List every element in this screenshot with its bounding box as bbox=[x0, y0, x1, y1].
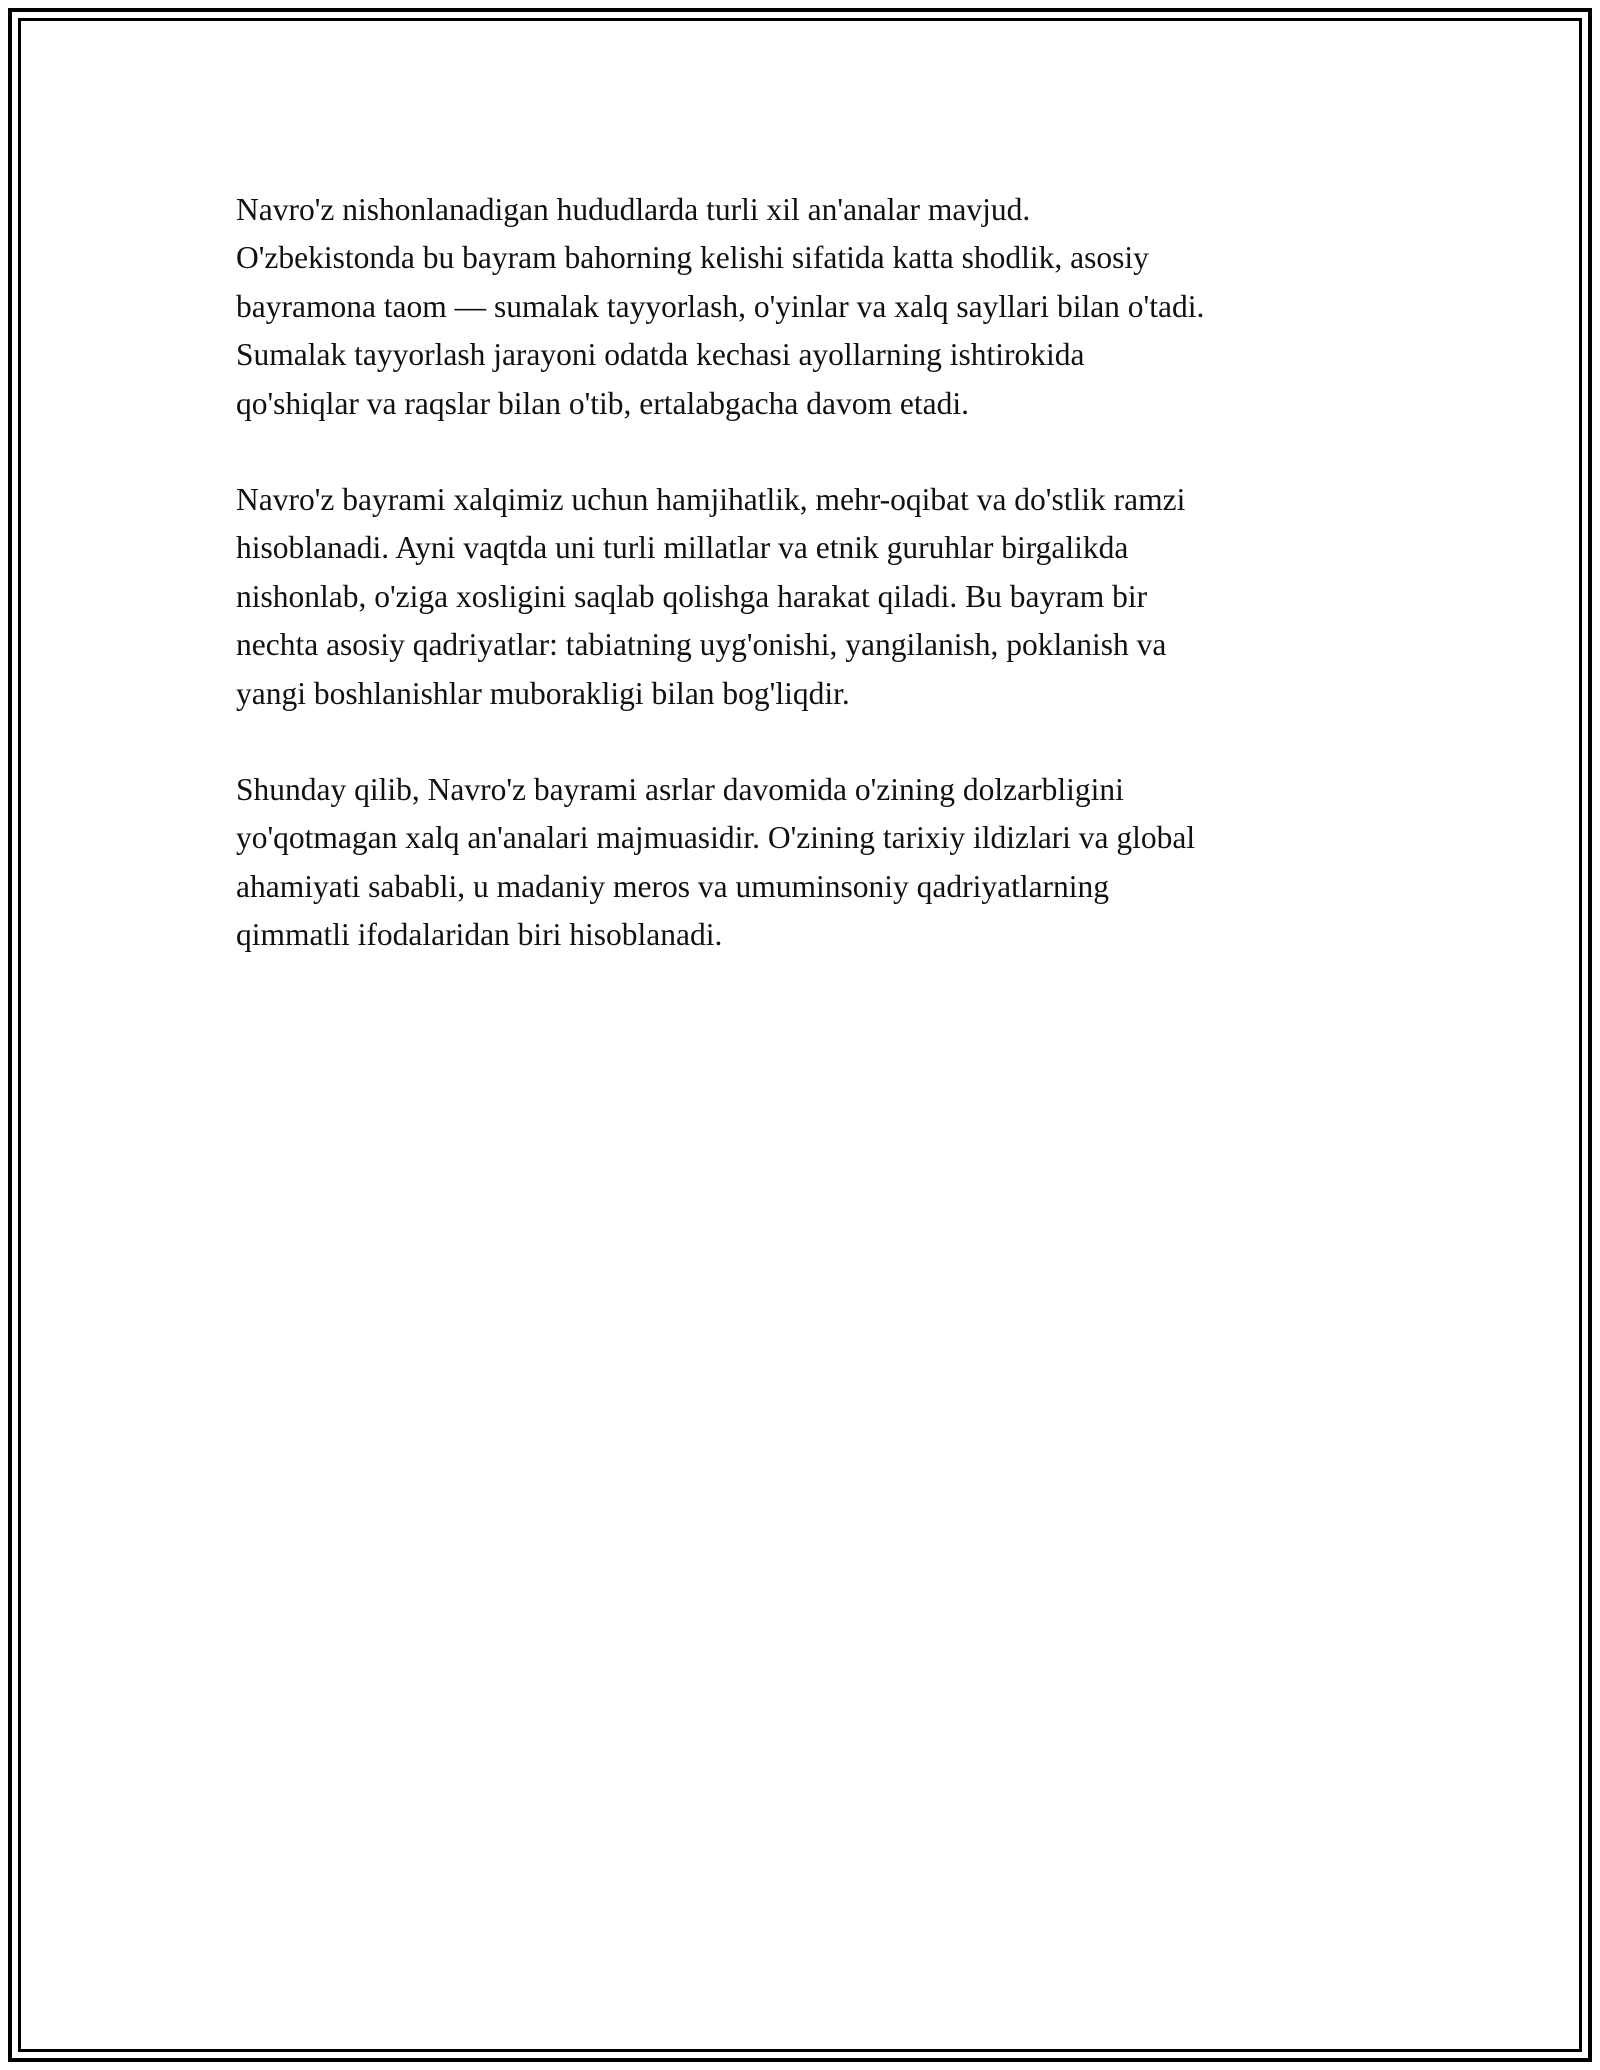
text-line: bayramona taom — sumalak tayyorlash, o'yinlar va xalq sayllari bilan o'tadi. bbox=[236, 288, 1205, 324]
text-line: Navro'z bayrami xalqimiz uchun hamjihatlik, mehr-oqibat va do'stlik ramzi bbox=[236, 482, 1186, 518]
text-line: nishonlab, o'ziga xosligini saqlab qolishga harakat qiladi. Bu bayram bir bbox=[236, 578, 1148, 614]
paragraph-3 bbox=[236, 766, 1366, 960]
document-body bbox=[236, 186, 1366, 1008]
text-line: Navro'z nishonlanadigan hududlarda turli xil an'analar mavjud. bbox=[236, 192, 1031, 227]
text-line: ahamiyati sababli, u madaniy meros va umuminsoniy qadriyatlarning bbox=[236, 868, 1110, 904]
paragraph-2 bbox=[236, 476, 1366, 718]
text-line: nechta asosiy qadriyatlar: tabiatning uyg'onishi, yangilanish, poklanish va bbox=[236, 627, 1167, 663]
text-line: O'zbekistonda bu bayram bahorning kelishi sifatida katta shodlik, asosiy bbox=[236, 240, 1149, 276]
text-line: yo'qotmagan xalq an'analari majmuasidir. O'zining tarixiy ildizlari va global bbox=[236, 820, 1196, 856]
text-line: Shunday qilib, Navro'z bayrami asrlar davomida o'zining dolzarbligini bbox=[236, 772, 1124, 808]
text-line: yangi boshlanishlar muborakligi bilan bog'liqdir. bbox=[236, 675, 850, 711]
text-line: hisoblanadi. Ayni vaqtda uni turli millatlar va etnik guruhlar birgalikda bbox=[236, 530, 1129, 566]
text-line: qimmatli ifodalaridan biri hisoblanadi. bbox=[236, 917, 723, 953]
paragraph-1 bbox=[236, 186, 1366, 428]
text-line: Sumalak tayyorlash jarayoni odatda kechasi ayollarning ishtirokida bbox=[236, 337, 1085, 373]
text-line: qo'shiqlar va raqslar bilan o'tib, ertalabgacha davom etadi. bbox=[236, 385, 969, 421]
